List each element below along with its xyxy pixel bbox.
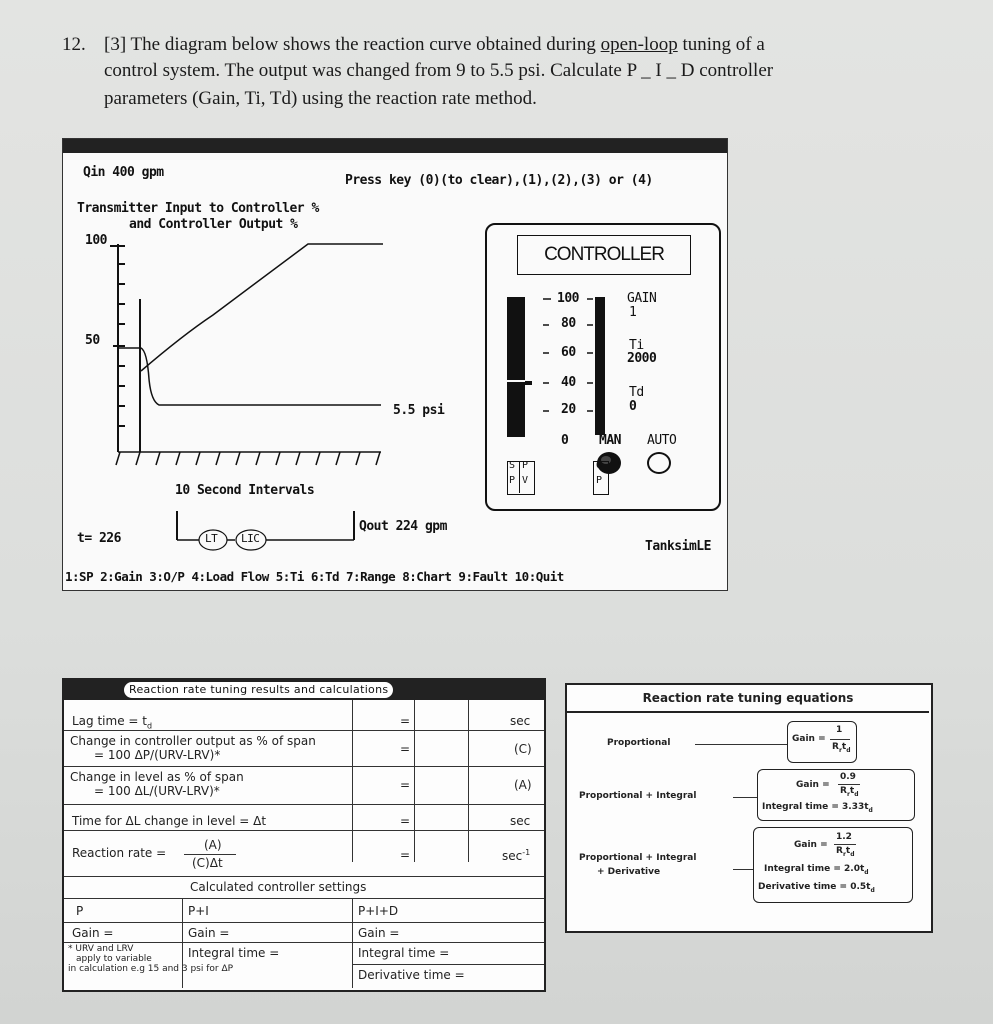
interval-label: 10 Second Intervals (175, 483, 315, 498)
settings-divider-1 (182, 898, 183, 988)
pid-connector (733, 869, 753, 870)
axis-title-2: and Controller Output % (129, 217, 298, 232)
pi-connector (733, 797, 757, 798)
reaction-rate-fraction-bar (184, 854, 236, 855)
question-line-3: parameters (Gain, Ti, Td) using the reaction rate method. (104, 88, 537, 109)
results-header-text: Reaction rate tuning results and calculations (124, 682, 393, 698)
tanksim-label: TanksimLE (645, 539, 711, 554)
open-loop-underlined: open-loop (600, 34, 678, 55)
pi-label: Proportional + Integral (579, 791, 697, 801)
row-line-5 (64, 876, 544, 877)
op-letter-p: P (596, 475, 602, 486)
p-denominator: $R_rt_d$ (832, 742, 851, 754)
level-change-label: Change in level as % of span (70, 770, 244, 784)
col-divider-3 (468, 700, 469, 862)
tanksim-screen (62, 138, 728, 591)
row-line-3 (64, 804, 544, 805)
reaction-rate-numerator: (A) (204, 838, 222, 852)
pid-label-2: + Derivative (597, 867, 661, 877)
pi-integral: Integral time = $3.33t_d$ (762, 802, 873, 814)
settings-divider-2 (352, 898, 353, 988)
legend-divider (519, 461, 520, 493)
time-readout: t= 226 (77, 531, 121, 546)
scale-80: 80 (561, 316, 576, 331)
note-line-3: in calculation e.g 15 and 3 psi for ΔP (68, 964, 234, 974)
equations-panel (565, 683, 933, 933)
row-line-6 (64, 898, 544, 899)
qout-label: Qout 224 gpm (359, 519, 447, 534)
row-line-9 (352, 964, 544, 965)
pi-numerator: 0.9 (840, 772, 856, 782)
col-pid: P+I+D (358, 904, 399, 918)
pid-numerator: 1.2 (836, 832, 852, 842)
col-divider-1 (352, 700, 353, 862)
row-line-8 (64, 942, 544, 943)
gain-p: Gain = (72, 926, 114, 940)
controller-faceplate (485, 223, 721, 511)
settings-title: Calculated controller settings (190, 880, 367, 894)
p-label: Proportional (607, 738, 671, 748)
derivative-time-pid: Derivative time = (358, 968, 465, 982)
equations-title: Reaction rate tuning equations (567, 685, 929, 713)
reaction-rate-label: Reaction rate = (72, 846, 167, 860)
gain-pid: Gain = (358, 926, 400, 940)
scale-0: 0 (561, 433, 569, 448)
pi-gain: Gain = (796, 780, 830, 790)
pid-integral: Integral time = $2.0t_d$ (764, 864, 869, 876)
scale-20: 20 (561, 402, 576, 417)
psi-label: 5.5 psi (393, 403, 445, 418)
row-line-7 (64, 922, 544, 923)
pid-denominator: $R_rt_d$ (836, 846, 855, 858)
delta-time-label: Time for ΔL change in level = Δt (72, 814, 267, 828)
pid-equation-box (753, 827, 913, 903)
scale-100: 100 (557, 291, 579, 306)
ti-label: Ti (629, 338, 644, 353)
question-line-1: [3] The diagram below shows the reaction curve obtained during open-loop tuning of a (104, 34, 765, 55)
p-equation-box (787, 721, 857, 763)
results-header (64, 680, 544, 700)
pi-fraction-bar (838, 784, 860, 785)
qin-label: Qin 400 gpm (83, 165, 164, 180)
lag-time-eq: = (400, 714, 411, 728)
scale-40: 40 (561, 375, 576, 390)
output-change-unit: (C) (514, 742, 532, 756)
pi-equation-box (757, 769, 915, 821)
op-letter-o: O (596, 460, 602, 471)
pid-label-1: Proportional + Integral (579, 853, 697, 863)
question-number: 12. (62, 34, 86, 55)
results-table (62, 678, 546, 992)
pv-letter-v: V (522, 475, 528, 486)
p-connector (695, 744, 787, 745)
p-numerator: 1 (836, 725, 843, 735)
delta-time-eq: = (400, 814, 411, 828)
p-gain: Gain = (792, 734, 826, 744)
gain-value: 1 (629, 305, 637, 320)
sp-letter-s: S (509, 460, 515, 471)
pid-gain: Gain = (794, 840, 828, 850)
col-divider-2 (414, 700, 415, 862)
scale-60: 60 (561, 345, 576, 360)
press-key-prompt: Press key (0)(to clear),(1),(2),(3) or (4) (345, 173, 653, 188)
reaction-rate-unit: $\sec^{-1}$ (502, 848, 531, 863)
td-label: Td (629, 385, 644, 400)
tick-50: 50 (85, 333, 100, 348)
auto-indicator[interactable] (647, 452, 671, 474)
col-pi: P+I (188, 904, 209, 918)
pi-denominator: $R_rt_d$ (840, 786, 859, 798)
gain-label: GAIN (627, 291, 657, 306)
integral-time-pid: Integral time = (358, 946, 450, 960)
level-change-unit: (A) (514, 778, 532, 792)
integral-time-pi: Integral time = (188, 946, 280, 960)
lag-time-unit: sec (510, 714, 531, 728)
reaction-rate-eq: = (400, 848, 411, 862)
pv-letter-p: P (522, 460, 528, 471)
axis-title-1: Transmitter Input to Controller % (77, 201, 319, 216)
note-line-2: apply to variable (76, 954, 152, 964)
delta-time-unit: sec (510, 814, 531, 828)
note-line-1: * URV and LRV (68, 944, 134, 954)
td-value: 0 (629, 399, 637, 414)
lic-label: LIC (241, 532, 260, 545)
pid-derivative: Derivative time = $0.5t_d$ (758, 882, 875, 894)
auto-label: AUTO (647, 433, 677, 448)
tick-100: 100 (85, 233, 107, 248)
row-line-1 (64, 730, 544, 731)
ti-value: 2000 (627, 351, 657, 366)
level-change-formula: = 100 ΔL/(URV-LRV)* (94, 784, 220, 798)
gain-pi: Gain = (188, 926, 230, 940)
row-line-4 (64, 830, 544, 831)
sp-letter-p: P (509, 475, 515, 486)
col-p: P (76, 904, 84, 918)
controller-title: CONTROLLER (517, 235, 691, 275)
row-line-2 (64, 766, 544, 767)
man-label: MAN (599, 433, 621, 448)
reaction-rate-denominator: (C)Δt (192, 856, 223, 870)
output-change-label: Change in controller output as % of span (70, 734, 316, 748)
p-fraction-bar (830, 739, 850, 740)
lag-time-label: Lag time = $t_d$ (72, 714, 153, 731)
output-change-eq: = (400, 742, 411, 756)
function-key-menu[interactable]: 1:SP 2:Gain 3:O/P 4:Load Flow 5:Ti 6:Td 7:Range 8:Chart 9:Fault 10:Quit (65, 569, 564, 584)
question-line-2: control system. The output was changed from 9 to 5.5 psi. Calculate P _ I _ D controller (104, 60, 774, 81)
level-change-eq: = (400, 778, 411, 792)
lt-label: LT (205, 532, 218, 545)
pid-fraction-bar (834, 844, 856, 845)
output-change-formula: = 100 ΔP/(URV-LRV)* (94, 748, 221, 762)
